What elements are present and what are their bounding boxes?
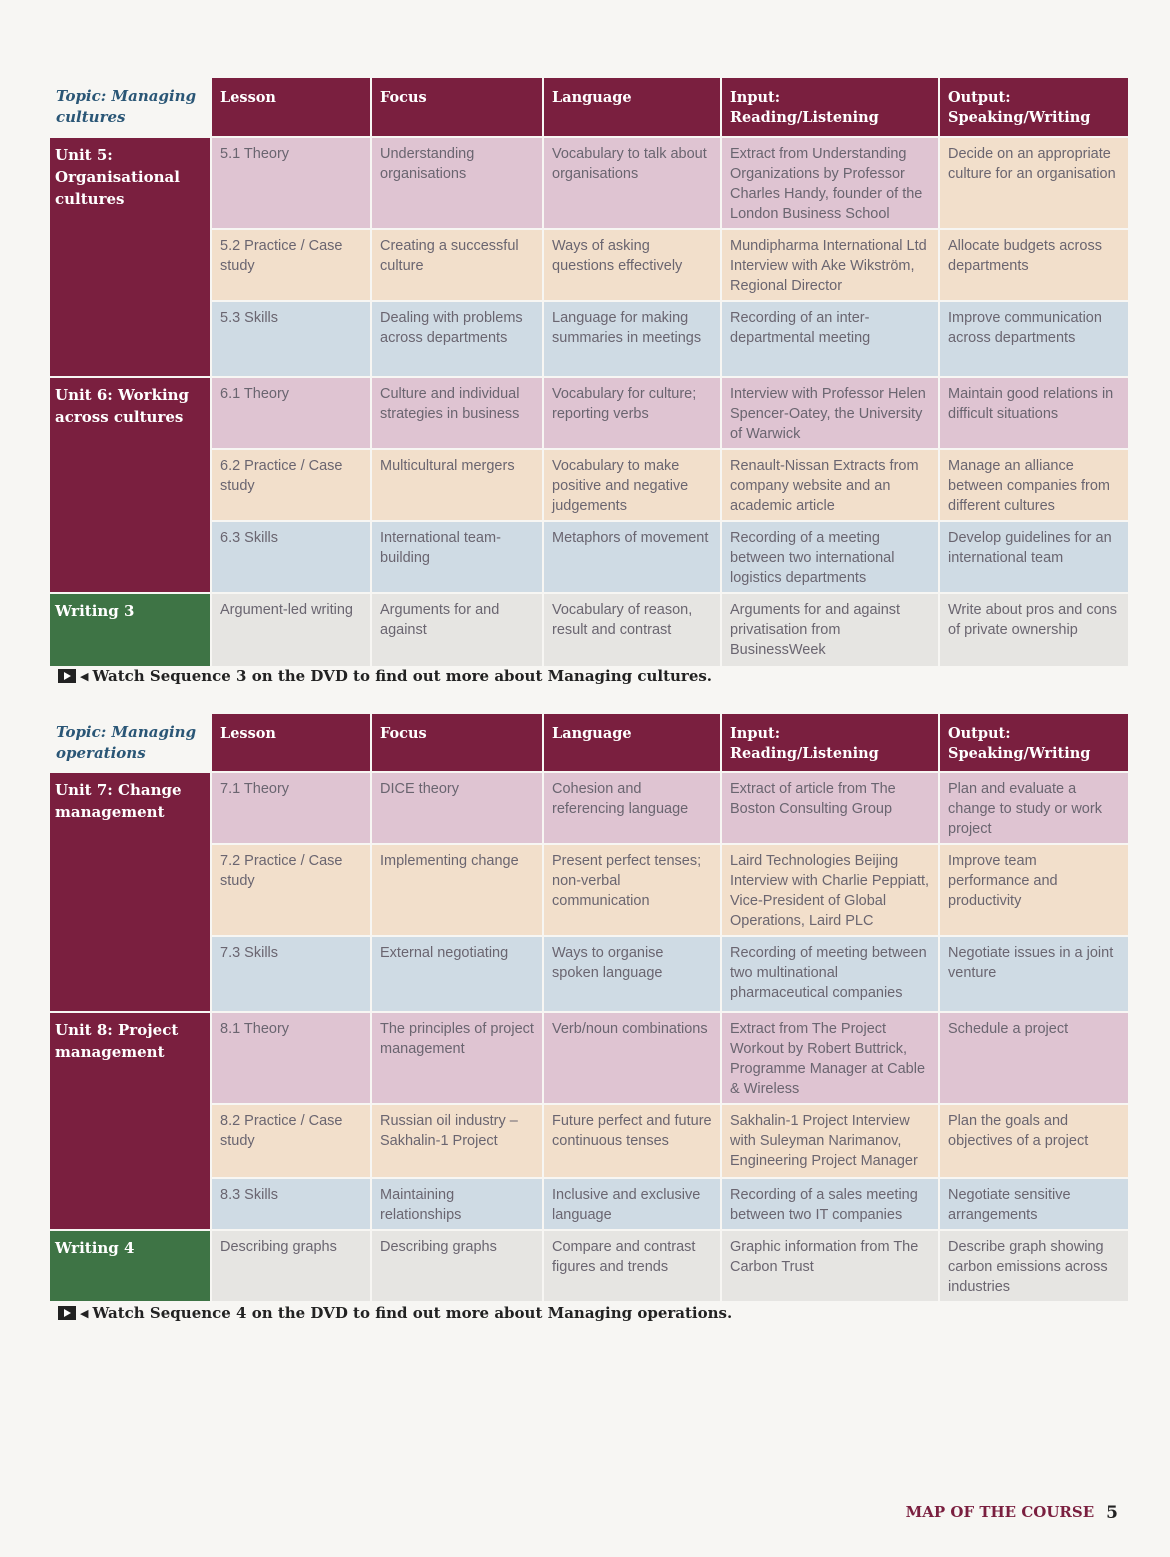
writing-3-label: Writing 3 — [50, 594, 210, 666]
focus-cell: DICE theory — [372, 773, 542, 843]
page-number: 5 — [1106, 1503, 1118, 1523]
lesson-cell: 7.2 Practice / Case study — [212, 845, 370, 935]
header-language: Language — [544, 714, 720, 771]
output-cell: Maintain good relations in difficult situations — [940, 378, 1128, 448]
input-cell: Graphic information from The Carbon Trust — [722, 1231, 938, 1301]
language-cell: Future perfect and future continuous tenses — [544, 1105, 720, 1177]
focus-cell: Maintaining relationships — [372, 1179, 542, 1229]
watch-text: Watch Sequence 4 on the DVD to find out more about Managing operations. — [92, 1304, 733, 1322]
lesson-cell: 5.2 Practice / Case study — [212, 230, 370, 300]
input-cell: Laird Technologies Beijing Interview with Charlie Peppiatt, Vice-President of Global Operations, Laird PLC — [722, 845, 938, 935]
lesson-cell: 8.1 Theory — [212, 1013, 370, 1103]
lesson-cell: 6.1 Theory — [212, 378, 370, 448]
header-lesson: Lesson — [212, 714, 370, 771]
output-cell: Develop guidelines for an international team — [940, 522, 1128, 592]
input-cell: Recording of an inter-departmental meeting — [722, 302, 938, 376]
watch-dvd-note — [58, 1304, 732, 1322]
focus-cell: Understanding organisations — [372, 138, 542, 228]
output-cell: Manage an alliance between companies from different cultures — [940, 450, 1128, 520]
header-output: Output: Speaking/Writing — [940, 714, 1128, 771]
input-cell: Extract from The Project Workout by Robert Buttrick, Programme Manager at Cable & Wireless — [722, 1013, 938, 1103]
language-cell: Present perfect tenses; non-verbal communication — [544, 845, 720, 935]
input-cell: Extract from Understanding Organizations by Professor Charles Handy, founder of the London Business School — [722, 138, 938, 228]
input-cell: Renault-Nissan Extracts from company website and an academic article — [722, 450, 938, 520]
language-cell: Vocabulary for culture; reporting verbs — [544, 378, 720, 448]
page-footer — [906, 1503, 1118, 1523]
focus-cell: Multicultural mergers — [372, 450, 542, 520]
output-cell: Schedule a project — [940, 1013, 1128, 1103]
unit-8-label: Unit 8: Project management — [50, 1013, 210, 1229]
header-output: Output: Speaking/Writing — [940, 78, 1128, 136]
lesson-cell: Describing graphs — [212, 1231, 370, 1301]
language-cell: Ways of asking questions effectively — [544, 230, 720, 300]
course-table-1 — [50, 78, 1128, 666]
header-lesson: Lesson — [212, 78, 370, 136]
language-cell: Cohesion and referencing language — [544, 773, 720, 843]
lesson-cell: 5.3 Skills — [212, 302, 370, 376]
watch-arrow-icon: ◀ — [80, 669, 89, 683]
input-cell: Interview with Professor Helen Spencer-Oatey, the University of Warwick — [722, 378, 938, 448]
topic-label: Topic: Managing operations — [56, 723, 197, 762]
input-cell: Arguments for and against privatisation from BusinessWeek — [722, 594, 938, 666]
output-cell: Improve team performance and productivity — [940, 845, 1128, 935]
language-cell: Vocabulary to make positive and negative judgements — [544, 450, 720, 520]
lesson-cell: 7.1 Theory — [212, 773, 370, 843]
focus-cell: Russian oil industry – Sakhalin-1 Project — [372, 1105, 542, 1177]
lesson-cell: Argument-led writing — [212, 594, 370, 666]
header-language: Language — [544, 78, 720, 136]
focus-cell: Creating a successful culture — [372, 230, 542, 300]
output-cell: Write about pros and cons of private ownership — [940, 594, 1128, 666]
input-cell: Recording of a meeting between two international logistics departments — [722, 522, 938, 592]
header-input: Input: Reading/Listening — [722, 714, 938, 771]
language-cell: Compare and contrast figures and trends — [544, 1231, 720, 1301]
lesson-cell: 8.3 Skills — [212, 1179, 370, 1229]
input-cell: Recording of meeting between two multinational pharmaceutical companies — [722, 937, 938, 1011]
language-cell: Inclusive and exclusive language — [544, 1179, 720, 1229]
course-table-2 — [50, 714, 1128, 1301]
footer-label: MAP OF THE COURSE — [905, 1503, 1095, 1521]
focus-cell: Culture and individual strategies in business — [372, 378, 542, 448]
input-cell: Sakhalin-1 Project Interview with Suleyman Narimanov, Engineering Project Manager — [722, 1105, 938, 1177]
output-cell: Negotiate issues in a joint venture — [940, 937, 1128, 1011]
output-cell: Plan the goals and objectives of a project — [940, 1105, 1128, 1177]
output-cell: Negotiate sensitive arrangements — [940, 1179, 1128, 1229]
focus-cell: Arguments for and against — [372, 594, 542, 666]
unit-5-label: Unit 5: Organisational cultures — [50, 138, 210, 376]
focus-cell: Implementing change — [372, 845, 542, 935]
header-input: Input: Reading/Listening — [722, 78, 938, 136]
lesson-cell: 7.3 Skills — [212, 937, 370, 1011]
output-cell: Plan and evaluate a change to study or work project — [940, 773, 1128, 843]
focus-cell: International team-building — [372, 522, 542, 592]
lesson-cell: 5.1 Theory — [212, 138, 370, 228]
output-cell: Decide on an appropriate culture for an organisation — [940, 138, 1128, 228]
output-cell: Describe graph showing carbon emissions across industries — [940, 1231, 1128, 1301]
output-cell: Improve communication across departments — [940, 302, 1128, 376]
header-focus: Focus — [372, 78, 542, 136]
language-cell: Ways to organise spoken language — [544, 937, 720, 1011]
dvd-play-icon — [58, 1306, 76, 1320]
input-cell: Mundipharma International Ltd Interview with Ake Wikström, Regional Director — [722, 230, 938, 300]
language-cell: Verb/noun combinations — [544, 1013, 720, 1103]
header-focus: Focus — [372, 714, 542, 771]
watch-dvd-note — [58, 667, 712, 685]
input-cell: Extract of article from The Boston Consulting Group — [722, 773, 938, 843]
output-cell: Allocate budgets across departments — [940, 230, 1128, 300]
watch-text: Watch Sequence 3 on the DVD to find out more about Managing cultures. — [92, 667, 713, 685]
focus-cell: Describing graphs — [372, 1231, 542, 1301]
lesson-cell: 8.2 Practice / Case study — [212, 1105, 370, 1177]
topic-label: Topic: Managing cultures — [56, 87, 197, 126]
watch-arrow-icon: ◀ — [80, 1306, 89, 1320]
language-cell: Language for making summaries in meetings — [544, 302, 720, 376]
focus-cell: The principles of project management — [372, 1013, 542, 1103]
dvd-play-icon — [58, 669, 76, 683]
lesson-cell: 6.3 Skills — [212, 522, 370, 592]
writing-4-label: Writing 4 — [50, 1231, 210, 1301]
input-cell: Recording of a sales meeting between two IT companies — [722, 1179, 938, 1229]
lesson-cell: 6.2 Practice / Case study — [212, 450, 370, 520]
focus-cell: Dealing with problems across departments — [372, 302, 542, 376]
unit-6-label: Unit 6: Working across cultures — [50, 378, 210, 592]
unit-7-label: Unit 7: Change management — [50, 773, 210, 1011]
language-cell: Metaphors of movement — [544, 522, 720, 592]
language-cell: Vocabulary of reason, result and contrast — [544, 594, 720, 666]
language-cell: Vocabulary to talk about organisations — [544, 138, 720, 228]
focus-cell: External negotiating — [372, 937, 542, 1011]
